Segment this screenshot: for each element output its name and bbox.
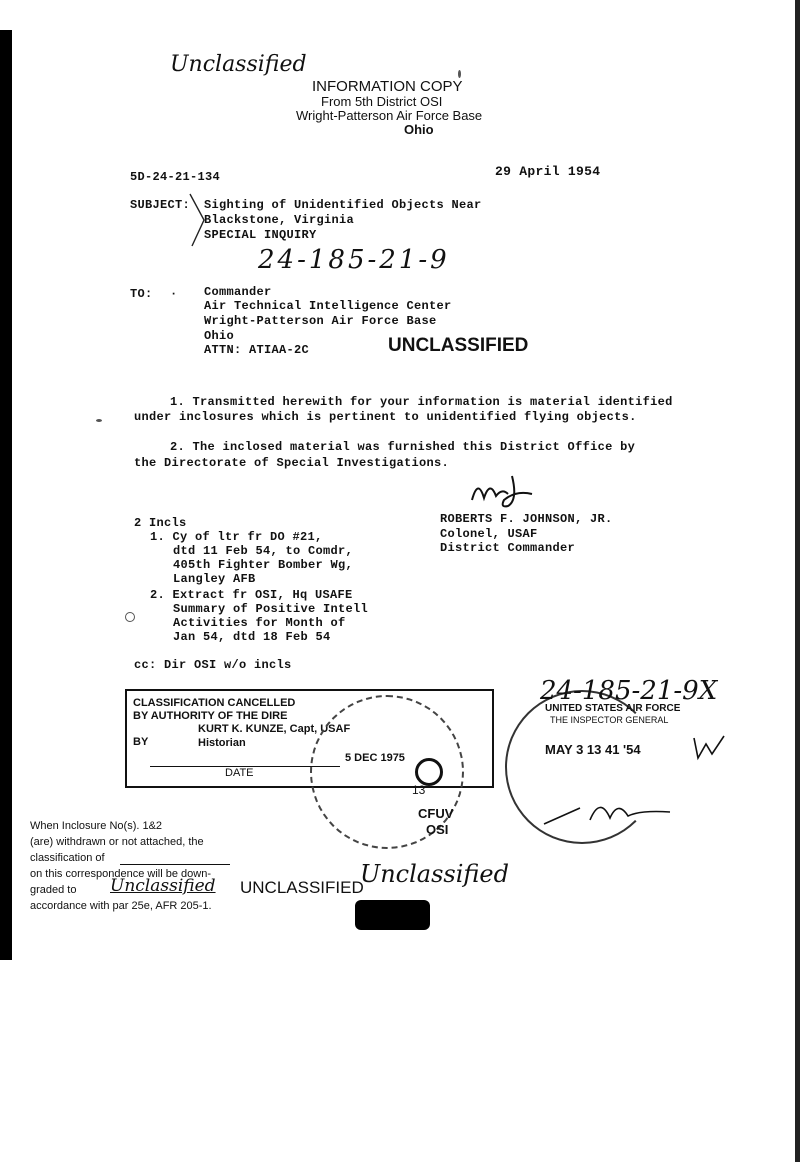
inclosure-2-line-1: 2. Extract fr OSI, Hq USAFE <box>150 588 353 602</box>
information-copy-label: INFORMATION COPY <box>312 78 463 95</box>
footer-line-1: When Inclosure No(s). 1&2 <box>30 820 163 832</box>
check-mark-icon <box>186 190 216 250</box>
inclosures-heading: 2 Incls <box>134 516 187 530</box>
inclosure-1-line-4: Langley AFB <box>173 572 256 586</box>
scan-speck <box>125 612 135 622</box>
stamp-ring-icon <box>415 758 443 786</box>
signatory-rank: Colonel, USAF <box>440 527 538 541</box>
inclosure-1-line-1: 1. Cy of ltr fr DO #21, <box>150 530 323 544</box>
signature-scribble <box>468 470 538 510</box>
paragraph-1-line-2: under inclosures which is pertinent to unidentified flying objects. <box>134 410 637 424</box>
to-label: TO: <box>130 287 153 301</box>
inclosure-1-line-3: 405th Fighter Bomber Wg, <box>173 558 354 572</box>
received-stamp-date: MAY 3 13 41 '54 <box>545 742 641 757</box>
paragraph-2-line-1: 2. The inclosed material was furnished this District Office by <box>170 440 636 454</box>
to-line-1: Commander <box>204 285 272 299</box>
signatory-title: District Commander <box>440 541 576 555</box>
class-stamp-line-2: BY AUTHORITY OF THE DIRE <box>133 710 288 722</box>
handwritten-file-number: 24-185-21-9 <box>258 245 450 275</box>
to-dot-icon: · <box>170 287 178 301</box>
received-stamp-line-1: UNITED STATES AIR FORCE <box>545 703 681 714</box>
class-stamp-date-label: DATE <box>225 767 254 779</box>
scan-speck <box>96 419 102 422</box>
circular-stamp-osi: OSI <box>426 822 449 837</box>
circular-stamp-cfuv: CFUV <box>418 806 454 821</box>
reference-number: 5D-24-21-134 <box>130 170 221 184</box>
class-stamp-by-label: BY <box>133 736 149 748</box>
footer-line-3: classification of <box>30 852 105 864</box>
footer-handwritten-downgrade: Unclassified <box>110 876 216 896</box>
to-line-3: Wright-Patterson Air Force Base <box>204 314 437 328</box>
signatory-name: ROBERTS F. JOHNSON, JR. <box>440 512 613 526</box>
cc-line: cc: Dir OSI w/o incls <box>134 658 292 672</box>
class-stamp-date-value: 5 DEC 1975 <box>345 752 405 764</box>
inclosure-1-line-2: dtd 11 Feb 54, to Comdr, <box>173 544 354 558</box>
scan-edge-left <box>0 30 12 960</box>
paragraph-2-line-2: the Directorate of Special Investigations. <box>134 456 450 470</box>
scan-speck <box>458 70 461 78</box>
state-label: Ohio <box>404 122 434 137</box>
footer-line-2: (are) withdrawn or not attached, the <box>30 836 204 848</box>
footer-blank-line <box>120 864 230 865</box>
subject-label: SUBJECT: <box>130 198 191 212</box>
unclassified-stamp: UNCLASSIFIED <box>388 335 529 356</box>
check-scribble-icon <box>690 728 730 768</box>
redaction-mark <box>355 900 430 930</box>
circular-stamp-number: 13 <box>412 783 426 797</box>
inclosure-2-line-4: Jan 54, dtd 18 Feb 54 <box>173 630 331 644</box>
inclosure-2-line-2: Summary of Positive Intell <box>173 602 369 616</box>
to-line-2: Air Technical Intelligence Center <box>204 299 452 313</box>
inclosure-2-line-3: Activities for Month of <box>173 616 346 630</box>
to-line-5: ATTN: ATIAA-2C <box>204 343 310 357</box>
to-line-4: Ohio <box>204 329 235 343</box>
footer-line-4: on this correspondence will be down- <box>30 868 211 880</box>
footer-handwritten-unclassified: Unclassified <box>360 860 509 888</box>
from-district-label: From 5th District OSI <box>321 94 443 109</box>
handwritten-unclassified-top: Unclassified <box>170 52 307 77</box>
base-label: Wright-Patterson Air Force Base <box>296 108 483 123</box>
subject-line-1: Sighting of Unidentified Objects Near <box>204 198 482 212</box>
footer-line-5-label: graded to <box>30 884 77 896</box>
footer-line-6: accordance with par 25e, AFR 205-1. <box>30 900 212 912</box>
received-stamp-number: 24-185-21-9X <box>540 676 718 706</box>
footer-unclassified-stamp: UNCLASSIFIED <box>240 878 364 897</box>
paragraph-1-line-1: 1. Transmitted herewith for your information is material identified <box>170 395 673 409</box>
letter-date: 29 April 1954 <box>495 164 601 179</box>
received-stamp-line-2: THE INSPECTOR GENERAL <box>550 715 669 725</box>
subject-line-3: SPECIAL INQUIRY <box>204 228 317 242</box>
class-stamp-role: Historian <box>198 737 246 749</box>
initials-scribble <box>540 790 680 830</box>
class-stamp-name: KURT K. KUNZE, Capt, USAF <box>198 723 351 735</box>
class-stamp-line-1: CLASSIFICATION CANCELLED <box>133 697 296 709</box>
subject-line-2: Blackstone, Virginia <box>204 213 355 227</box>
scan-edge-right <box>795 0 800 1162</box>
